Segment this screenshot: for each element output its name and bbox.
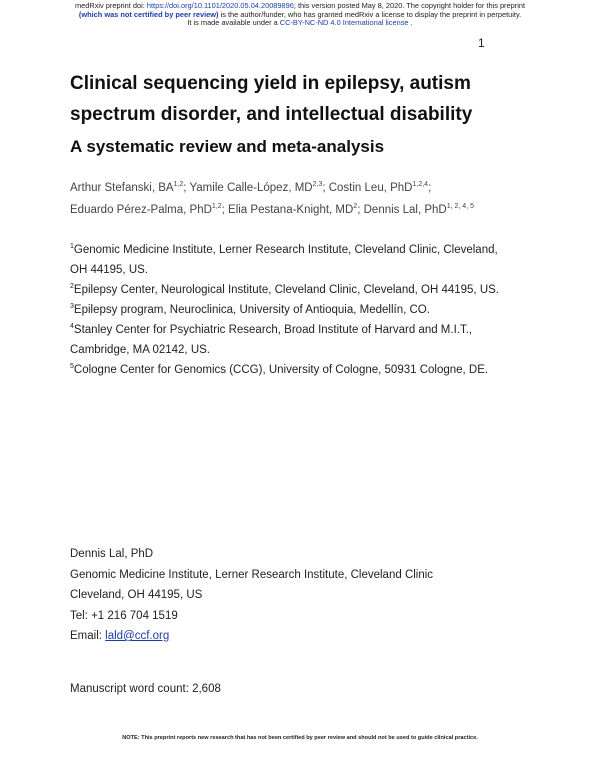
contact-institution: Genomic Medicine Institute, Lerner Research Institute, Cleveland Clinic (70, 568, 434, 581)
contact-city: Cleveland, OH 44195, US (70, 589, 203, 601)
affiliation-item: $^4$Stanley Center for Psychiatric Research, Broad Institute of Harvard and M.I.T., Cambridge, MA 02142, US. (70, 323, 473, 356)
corresponding-author-block (70, 544, 433, 647)
author: Elia Pestana-Knight, $MD^2$; (228, 203, 364, 216)
word-count: Manuscript word count: 2,608 (70, 683, 221, 695)
author: Yamile Calle-López, MD$^{2,3}$; (189, 181, 329, 194)
doi-link[interactable]: https://doi.org/10.1101/2020.05.04.20089896 (146, 1, 294, 10)
affiliation-item: $^1$Genomic Medicine Institute, Lerner Research Institute, Cleveland Clinic, Cleveland, OH 44195, US. (70, 243, 498, 276)
contact-phone: Tel: +1 216 704 1519 (70, 609, 178, 622)
page-number: 1 (478, 36, 485, 50)
banner-line-3 (0, 19, 600, 28)
preprint-banner (0, 2, 600, 28)
affiliation-list (70, 240, 510, 380)
author-list (70, 177, 540, 221)
author: Dennis Lal, PhD$^{1, 2, 4, 5}$ (363, 203, 474, 216)
banner-copyright-text: ; this version posted May 8, 2020. The copyright holder for this preprint (293, 1, 526, 10)
email-link[interactable]: lald@ccf.org (105, 630, 170, 642)
contact-name: Dennis Lal, PhD (70, 548, 154, 560)
paper-subtitle: A systematic review and meta-analysis (70, 137, 385, 156)
author: Eduardo Pérez-Palma, PhD$^{1,2}$; (70, 203, 229, 216)
banner-license-text: is the author/funder, who has granted medRxiv a license to display the preprint in perpetuity. (218, 9, 522, 19)
banner-doi-prefix: medRxiv preprint doi: (74, 1, 147, 10)
affiliation-item: $^5$Cologne Center for Genomics (CCG), University of Cologne, 50931 Cologne, DE. (70, 363, 489, 376)
banner-availability-text: It is made available under a (187, 18, 280, 28)
affiliation-item: $^2$Epilepsy Center, Neurological Institute, Cleveland Clinic, Cleveland, OH 44195, US. (70, 283, 499, 296)
affiliation-item: $^3$Epilepsy program, Neuroclinica, University of Antioquia, Medellín, CO. (70, 303, 430, 316)
banner-period: . (408, 18, 413, 28)
banner-certification-note: (which was not certified by peer review) (78, 9, 219, 19)
license-link[interactable]: CC-BY-NC-ND 4.0 International license (279, 18, 409, 28)
author: Costin Leu, PhD$^{1,2,4}$; (328, 181, 432, 194)
contact-email-line: Email: lald@ccf.org (70, 630, 170, 642)
paper-title: Clinical sequencing yield in epilepsy, autism spectrum disorder, and intellectual disability (70, 73, 473, 125)
footer-disclaimer: NOTE: This preprint reports new research that has not been certified by peer review and should not be used to guide clinical practice. (122, 735, 478, 741)
author: Arthur Stefanski, BA$^{1,2}$; (70, 181, 190, 194)
